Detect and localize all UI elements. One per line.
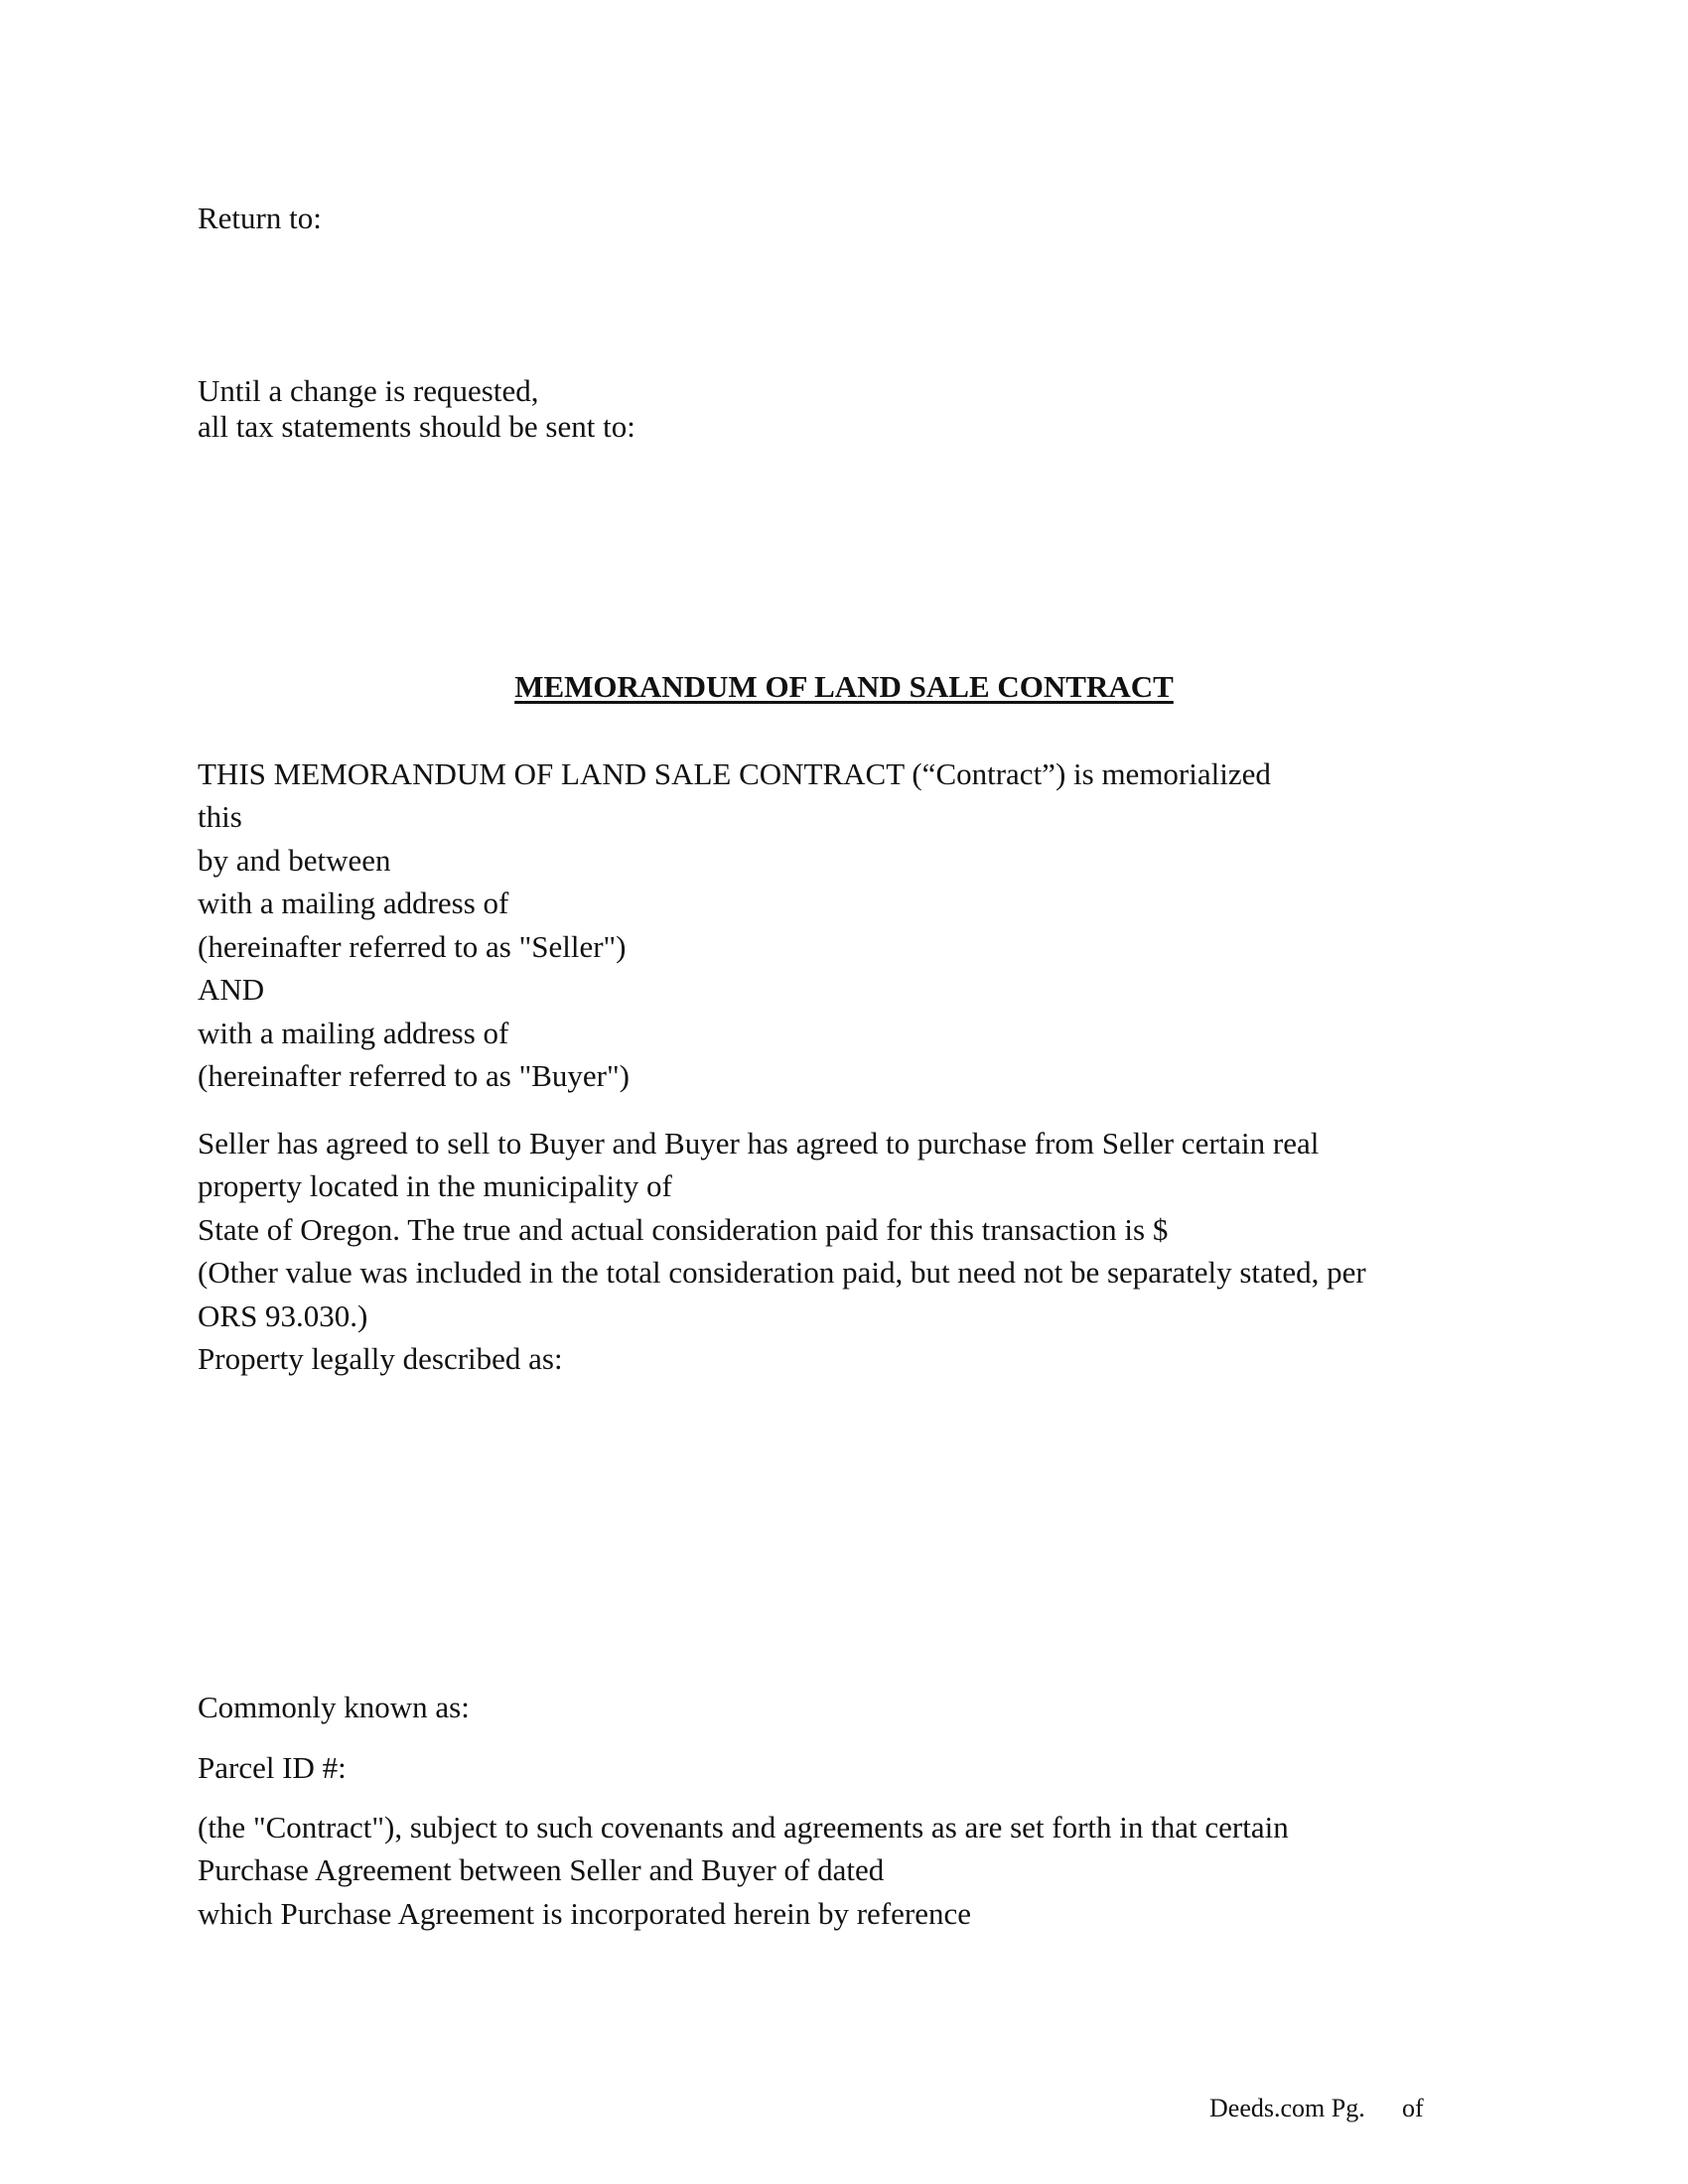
commonly-known-label: Commonly known as:	[198, 1690, 470, 1724]
property-line-6: Property legally described as:	[198, 1341, 563, 1376]
intro-line-3: by and between	[198, 843, 391, 878]
intro-line-7: with a mailing address of	[198, 1016, 509, 1050]
intro-line-1: THIS MEMORANDUM OF LAND SALE CONTRACT (“Contract”) is memorialized	[198, 756, 1271, 791]
contract-line-3: which Purchase Agreement is incorporated herein by reference	[198, 1896, 971, 1931]
property-line-5: ORS 93.030.)	[198, 1298, 368, 1333]
parcel-id-label: Parcel ID #:	[198, 1750, 347, 1785]
footer-of-label: of	[1402, 2094, 1424, 2122]
tax-statement-line-1: Until a change is requested,	[198, 373, 539, 408]
contract-line-2: Purchase Agreement between Seller and Buyer of dated	[198, 1852, 885, 1887]
intro-line-6: AND	[198, 972, 265, 1007]
intro-line-2: this	[198, 799, 242, 834]
tax-statement-line-2: all tax statements should be sent to:	[198, 409, 635, 444]
intro-line-8: (hereinafter referred to as "Buyer")	[198, 1058, 630, 1093]
intro-line-4: with a mailing address of	[198, 886, 509, 920]
contract-line-1: (the "Contract"), subject to such covenants and agreements as are set forth in that certain	[198, 1810, 1289, 1844]
property-line-3: State of Oregon. The true and actual consideration paid for this transaction is $	[198, 1212, 1169, 1247]
property-line-1: Seller has agreed to sell to Buyer and Buyer has agreed to purchase from Seller certain real	[198, 1126, 1320, 1160]
property-line-4: (Other value was included in the total consideration paid, but need not be separately stated, per	[198, 1255, 1366, 1290]
footer-page-label: Deeds.com Pg.	[1209, 2094, 1365, 2122]
return-to-label: Return to:	[198, 201, 322, 235]
document-title: MEMORANDUM OF LAND SALE CONTRACT	[514, 669, 1174, 704]
intro-line-5: (hereinafter referred to as "Seller")	[198, 929, 627, 964]
property-line-2: property located in the municipality of	[198, 1168, 672, 1203]
